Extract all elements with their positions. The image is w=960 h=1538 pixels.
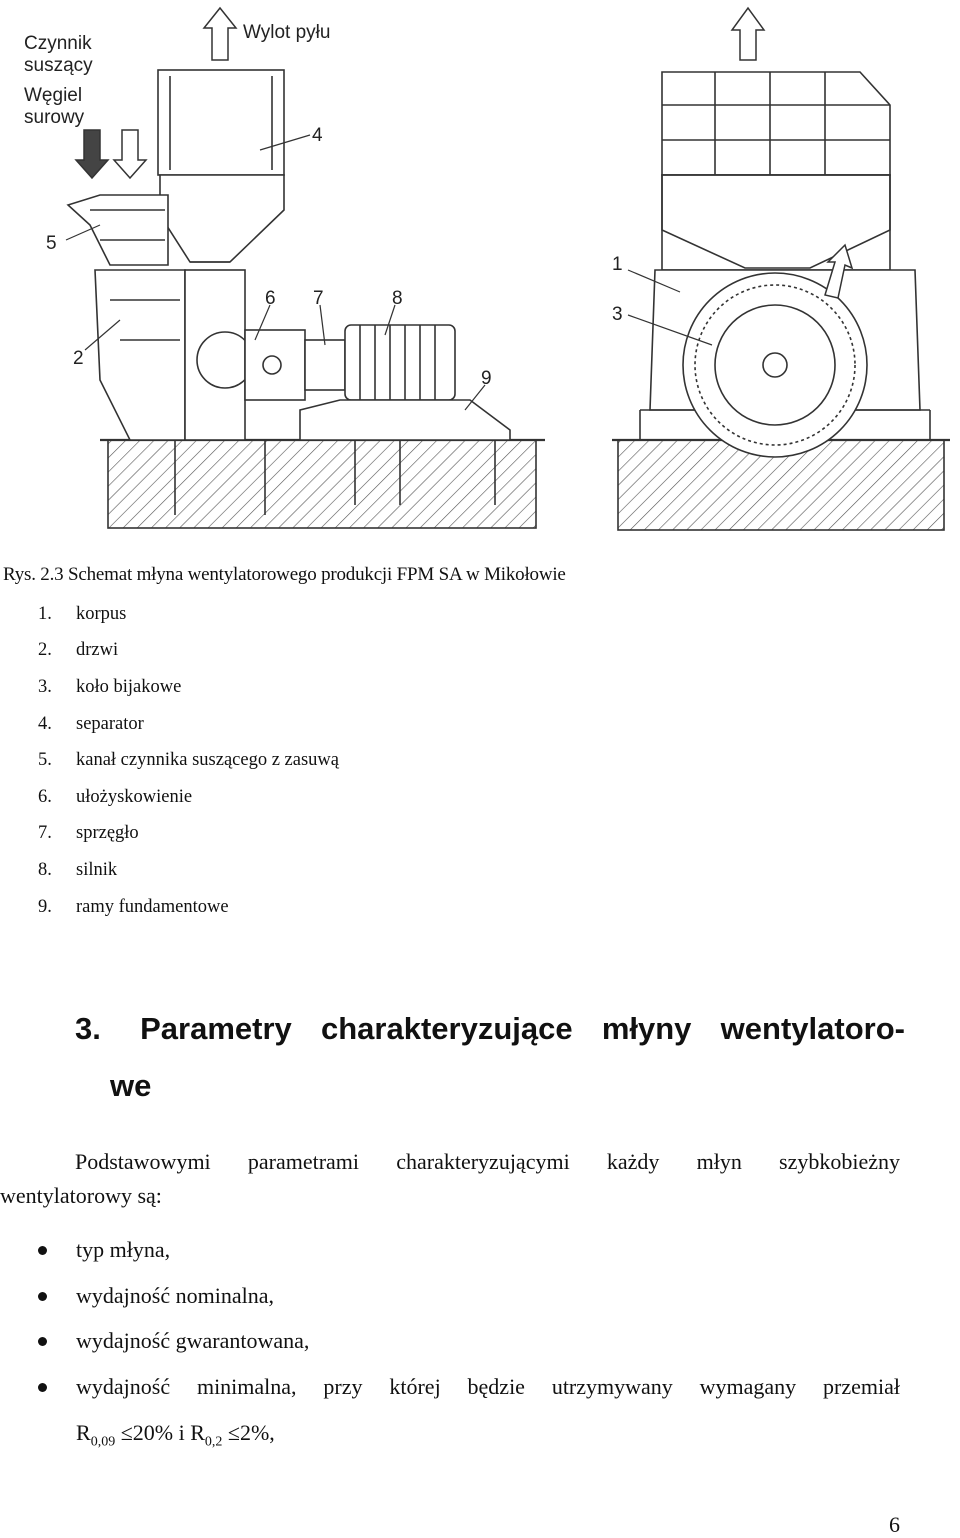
part-label-8: 8 [392, 288, 403, 309]
front-dust-outlet-arrow [732, 8, 764, 60]
intro-line-2: wentylatorowy są: [0, 1183, 162, 1208]
side-view [68, 70, 545, 528]
foundation-left [108, 440, 536, 528]
list-item: typ młyna, [0, 1232, 900, 1278]
part-label-5: 5 [46, 233, 57, 254]
raw-coal-label-2: surowy [24, 107, 85, 128]
intro-line-1: Podstawowymi parametrami charakteryzującymi każdy młyn szybkobieżny [75, 1149, 900, 1174]
raw-coal-label-1: Węgiel [24, 85, 83, 106]
section-heading [75, 1000, 905, 1114]
separator-top [662, 72, 890, 175]
list-item: 6. ułożyskowienie [38, 786, 193, 807]
list-item: wydajność nominalna, [0, 1278, 900, 1324]
list-item: 1. korpus [38, 603, 127, 624]
list-item: 5. kanał czynnika suszącego z zasuwą [38, 750, 339, 771]
drying-agent-label-2: suszący [24, 55, 93, 76]
heading-word: charakteryzujące [320, 1011, 573, 1046]
intro-paragraph [0, 1145, 900, 1213]
page-number: 6 [889, 1512, 900, 1537]
parameter-list [0, 1232, 900, 1414]
grinding-formula: $R_{0,09} \le 20\%$ i $R_{0,2} \le 2\%$, [76, 1420, 275, 1450]
bullet-icon [38, 1292, 47, 1301]
list-item: 4. separator [38, 713, 144, 734]
heading-word: młyny [601, 1011, 692, 1046]
part-label-4: 4 [312, 125, 323, 146]
list-item: 3. koło bijakowe [38, 676, 182, 697]
mill-schematic-drawing [0, 0, 960, 540]
part-label-9: 9 [481, 368, 492, 389]
parts-list [38, 596, 339, 925]
drying-agent-label-1: Czynnik [24, 33, 92, 54]
figure-caption: Rys. 2.3 Schemat młyna wentylatorowego produkcji FPM SA w Mikołowie [3, 564, 566, 585]
list-item: 7. sprzęgło [38, 823, 139, 844]
drying-agent-arrow [76, 130, 108, 178]
part-label-7: 7 [313, 288, 324, 309]
list-item: wydajność gwarantowana, [0, 1323, 900, 1369]
coupling [305, 340, 345, 390]
mill-schematic-figure [0, 0, 960, 540]
list-item: 8. silnik [38, 859, 118, 880]
bullet-icon [38, 1337, 47, 1346]
heading-word: wentylatoro- [720, 1011, 905, 1046]
heading-word: 3. [75, 1011, 101, 1046]
list-item: wydajność minimalna, przy której będzie utrzymywany wymagany przemiał [0, 1369, 900, 1415]
bearing-block [245, 330, 305, 400]
foundation-frame [300, 400, 510, 440]
separator-housing [158, 70, 284, 175]
list-item: 9. ramy fundamentowe [38, 896, 229, 917]
part-label-1: 1 [612, 254, 623, 275]
heading-line-2: we [110, 1068, 152, 1103]
list-item: 2. drzwi [38, 640, 119, 661]
part-label-2: 2 [73, 348, 84, 369]
bullet-icon [38, 1246, 47, 1255]
heading-word: Parametry [140, 1011, 292, 1046]
motor [345, 325, 455, 400]
part-label-3: 3 [612, 304, 623, 325]
beater-wheel [683, 273, 867, 457]
bullet-icon [38, 1383, 47, 1392]
dust-outlet-label: Wylot pyłu [243, 22, 331, 43]
raw-coal-arrow [114, 130, 146, 178]
dust-outlet-arrow [204, 8, 236, 60]
front-view [612, 72, 950, 530]
part-label-6: 6 [265, 288, 276, 309]
